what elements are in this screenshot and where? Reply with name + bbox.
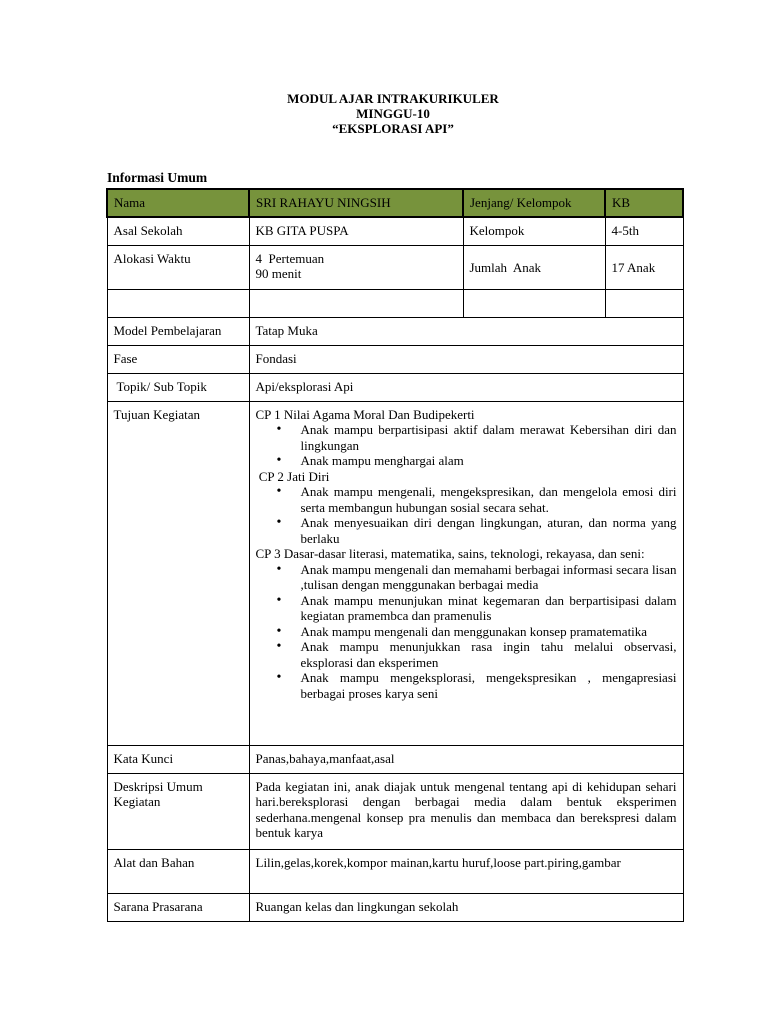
cp1-title: CP 1 Nilai Agama Moral Dan Budipekerti [255,406,475,422]
table-row-deskripsi [107,773,683,849]
table-row-fase [107,345,683,373]
empty-cell [463,289,605,317]
table-row-nama [107,189,683,217]
list-item: • Anak mampu menunjukkan rasa ingin tahu melalui observasi, eksplorasi dan eksperimen [301,639,677,670]
nama-value: SRI RAHAYU NINGSIH [249,189,463,217]
cp2-list [256,484,677,546]
tujuan-value [249,401,683,745]
model-label: Model Pembelajaran [107,317,249,345]
cp3-list [256,562,677,702]
model-value: Tatap Muka [249,317,683,345]
list-item: • Anak mampu mengenali, mengekspresikan, dan mengelola emosi diri serta membangun hubungan sosial secara sehat. [301,484,677,515]
table-row-asal [107,217,683,245]
jumlah-value: 17 Anak [605,245,683,289]
empty-cell [605,289,683,317]
cp1-list [256,422,677,469]
document-week: MINGGU-10 [356,106,430,121]
empty-cell [249,289,463,317]
alokasi-pertemuan: 4 Pertemuan [255,250,325,266]
table-row-sarana [107,893,683,921]
alat-label: Alat dan Bahan [107,849,249,893]
kelompok-label: Kelompok [463,217,605,245]
deskripsi-value: Pada kegiatan ini, anak diajak untuk mengenal tentang api di kehidupan sehari hari.bereksplorasi dengan berbagai media dalam bentuk eksperimen sederhana.mengenal konsep pra menulis dan membaca dan berekspresi dalam bentuk karya [249,773,683,849]
table-row-empty [107,289,683,317]
jenjang-label: Jenjang/ Kelompok [463,189,605,217]
nama-label: Nama [107,189,249,217]
deskripsi-label: Deskripsi Umum Kegiatan [107,773,249,849]
table-row-alat [107,849,683,893]
kata-kunci-value: Panas,bahaya,manfaat,asal [249,745,683,773]
jumlah-label: Jumlah Anak [463,245,605,289]
info-table [106,188,684,922]
fase-label: Fase [107,345,249,373]
list-item: • Anak mampu berpartisipasi aktif dalam merawat Kebersihan diri dan lingkungan [301,422,677,453]
alokasi-label: Alokasi Waktu [107,245,249,289]
table-row-kata-kunci [107,745,683,773]
topik-label: Topik/ Sub Topik [107,373,249,401]
document-title: MODUL AJAR INTRAKURIKULER [287,91,499,106]
sarana-label: Sarana Prasarana [107,893,249,921]
kelompok-value: 4-5th [605,217,683,245]
section-title: Informasi Umum [107,170,208,185]
document-theme: “EKSPLORASI API” [332,121,454,136]
list-item: • Anak mampu menunjukan minat kegemaran dan berpartisipasi dalam kegiatan pramembca dan pramenulis [301,593,677,624]
alat-value: Lilin,gelas,korek,kompor mainan,kartu huruf,loose part.piring,gambar [249,849,683,893]
kata-kunci-label: Kata Kunci [107,745,249,773]
list-item: • Anak mampu mengenali dan menggunakan konsep pramatematika [301,624,677,640]
list-item: • Anak mampu mengeksplorasi, mengekspresikan , mengapresiasi berbagai proses karya seni [301,670,677,701]
table-row-tujuan [107,401,683,745]
table-row-alokasi [107,245,683,289]
fase-value: Fondasi [249,345,683,373]
list-item: • Anak mampu mengenali dan memahami berbagai informasi secara lisan ,tulisan dengan menggunakan berbagai media [301,562,677,593]
jenjang-value: KB [605,189,683,217]
asal-value: KB GITA PUSPA [249,217,463,245]
empty-cell [107,289,249,317]
tujuan-label: Tujuan Kegiatan [107,401,249,745]
table-row-model [107,317,683,345]
cp2-title: CP 2 Jati Diri [255,468,330,484]
list-item: • Anak mampu menghargai alam [301,453,677,469]
cp3-title: CP 3 Dasar-dasar literasi, matematika, sains, teknologi, rekayasa, dan seni: [255,546,645,561]
table-row-topik [107,373,683,401]
topik-value: Api/eksplorasi Api [249,373,683,401]
sarana-value: Ruangan kelas dan lingkungan sekolah [249,893,683,921]
list-item: • Anak menyesuaikan diri dengan lingkungan, aturan, dan norma yang berlaku [301,515,677,546]
asal-label: Asal Sekolah [107,217,249,245]
alokasi-value [249,245,463,289]
alokasi-durasi: 90 menit [255,266,302,281]
